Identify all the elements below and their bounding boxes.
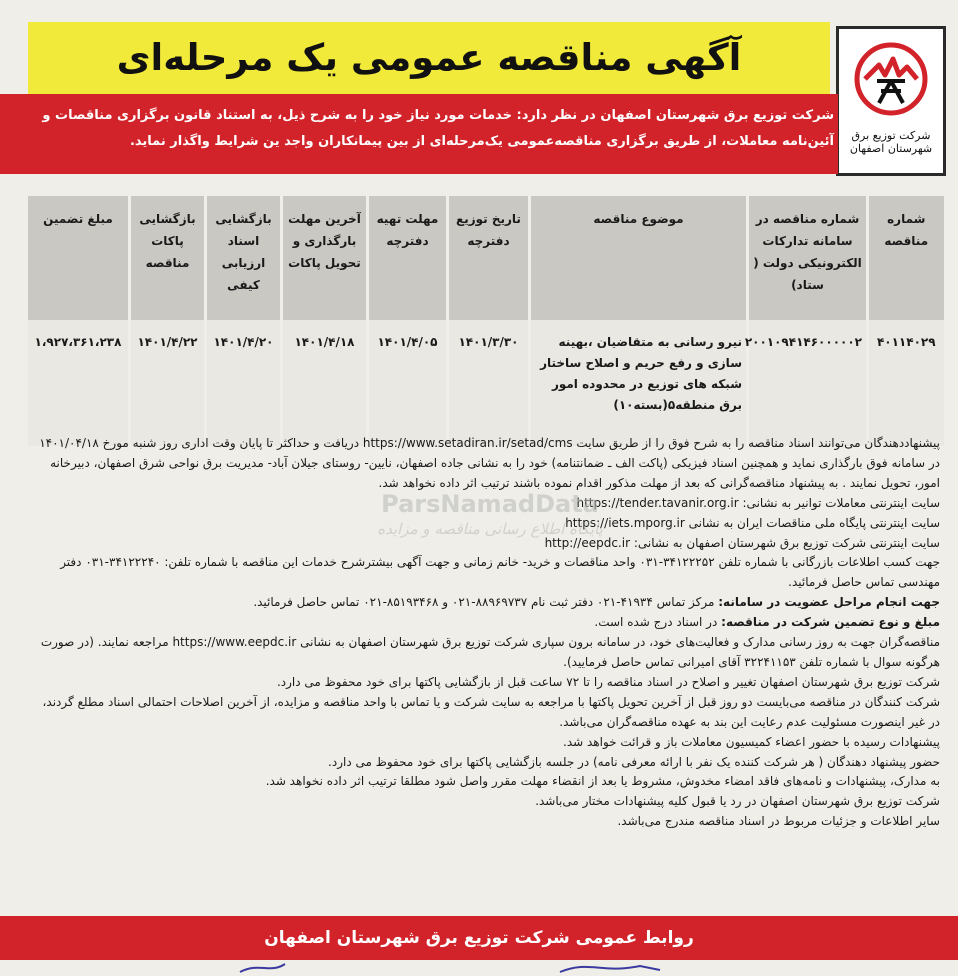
membership-label: جهت انجام مراحل عضویت در سامانه:	[718, 595, 940, 610]
page-title: آگهی مناقصه عمومی یک مرحله‌ای	[116, 36, 742, 79]
watermark-brand: ParsNamadData	[381, 490, 599, 518]
membership-text: مرکز تماس ۴۱۹۳۴-۰۲۱ دفتر ثبت نام ۸۸۹۶۹۷۳۷-۰۲۱ و ۸۵۱۹۳۴۶۸-۰۲۱ تماس حاصل فرمائید.	[253, 595, 715, 610]
table-row	[27, 320, 944, 446]
logo-line-2: شهرستان اصفهان	[849, 142, 933, 155]
body-paragraph: سایر اطلاعات و جزئیات مربوط در اسناد مناقصه مندرج می‌باشد.	[617, 814, 940, 829]
body-paragraph: شرکت توزیع برق شهرستان اصفهان در رد یا قبول کلیه پیشنهادات مختار می‌باشد.	[535, 794, 940, 809]
body-paragraph: حضور پیشنهاد دهندگان ( هر شرکت کننده یک نفر با ارائه معرفی نامه) در جلسه بازگشایی پاکتها برای خود محفوظ می دارد.	[328, 754, 940, 769]
logo-caption	[839, 129, 943, 155]
cell-setad-number: ۲۰۰۱۰۹۴۱۴۶۰۰۰۰۰۲	[748, 320, 868, 446]
body-paragraph: مناقصه‌گران جهت به روز رسانی مدارک و فعالیت‌های خود، در سامانه برون سپاری شرکت توزیع برق شهرستان اصفهان به نشانی https://www.eepdc.ir مراجعه نمایند. (در صورت هرگونه سوال با شماره تلفن ۳۲۲۴۱۱۵۳ آقای امیرانی تماس حاصل فرمایید).	[40, 635, 940, 669]
power-distribution-logo-icon	[851, 39, 931, 119]
company-logo	[836, 26, 946, 176]
cell-guarantee-amount: ۱،۹۲۷،۳۶۱،۲۳۸	[27, 320, 130, 446]
cell-subject: نیرو رسانی به متقاضیان ،بهینه سازی و رفع حریم و اصلاح ساختار شبکه های توزیع در محدوده امور برق منطقه۵(بسته۱۰)	[530, 320, 748, 446]
col-tender-number: شماره مناقصه	[868, 196, 944, 320]
cell-submission-deadline: ۱۴۰۱/۴/۱۸	[282, 320, 368, 446]
body-paragraph: به مدارک، پیشنهادات و نامه‌های فاقد امضاء مخدوش، مشروط یا بعد از انقضاء مهلت مقرر واصل شود مطلقا ترتیب اثر داده نخواهد شد.	[265, 774, 940, 789]
guarantee-text: در اسناد درج شده است.	[594, 615, 718, 630]
col-envelope-opening: بازگشایی پاکات مناقصه	[130, 196, 206, 320]
cell-tender-number: ۴۰۱۱۴۰۲۹	[868, 320, 944, 446]
watermark-line: پایگاه اطلاع رسانی مناقصه و مزایده	[377, 520, 603, 538]
body-paragraph: شرکت توزیع برق شهرستان اصفهان تغییر و اصلاح در اسناد مناقصه را تا ۷۲ ساعت قبل از بازگشایی پاکتها برای خود محفوظ می دارد.	[276, 674, 940, 689]
cell-preparation-deadline: ۱۴۰۱/۴/۰۵	[368, 320, 448, 446]
footer-band: روابط عمومی شرکت توزیع برق شهرستان اصفهان	[0, 916, 958, 960]
body-paragraph: پیشنهاددهندگان می‌توانند اسناد مناقصه را به شرح فوق را از طریق سایت https://www.setadiran.ir/setad/cms دریافت و حداکثر تا پایان وقت اداری روز شنبه مورخ ۱۴۰۱/۰۴/۱۸ در سامانه فوق بارگذاری نماید و همچنین اسناد فیزیکی (پاکت الف ـ ضمانتنامه) خود را به نشانی جاده اصفهان، نایین- روستای جیلان آباد- مدیریت برق نواحی شرق اصفهان، دبیرخانه امور، تحویل نمایند . به پیشنهاد مناقصه‌گرانی که بعد از مهلت مذکور اقدام نموده باشند ترتیب اثر داده نخواهد شد.	[39, 436, 940, 490]
eepdc-site-line: سایت اینترنتی شرکت توزیع برق شهرستان اصفهان به نشانی: http://eepdc.ir	[544, 535, 940, 550]
col-quality-opening: بازگشایی اسناد ارزیابی کیفی	[206, 196, 282, 320]
intro-text: شرکت توزیع برق شهرستان اصفهان در نظر دارد: خدمات مورد نیاز خود را به شرح ذیل، به استناد قانون برگزاری مناقصات و آئین‌نامه معاملات، از طریق برگزاری مناقصه‌عمومی یک‌مرحله‌ای از بین پیمانکاران واجد ین شرایط واگذار نماید.	[42, 108, 834, 149]
guarantee-line	[34, 613, 940, 633]
col-setad-number: شماره مناقصه در سامانه تدارکات الکترونیکی دولت ( ستاد)	[748, 196, 868, 320]
logo-line-1: شرکت توزیع برق	[851, 129, 931, 142]
col-distribution-date: تاریخ توزیع دفترچه	[448, 196, 530, 320]
contact-paragraph: جهت کسب اطلاعات بازرگانی با شماره تلفن ۳۴۱۲۲۲۵۲-۰۳۱ واحد مناقصات و خرید- خانم زمانی و جهت آگهی بیشترشرح خدمات این مناقصه با شماره تلفن: ۳۴۱۲۲۲۴۰-۰۳۱ دفتر مهندسی تماس حاصل فرمائید.	[60, 555, 940, 590]
tavanir-site-line: سایت اینترنتی معاملات توانیر به نشانی: https://tender.tavanir.org.ir	[576, 495, 940, 510]
notice-body	[34, 434, 940, 832]
body-paragraph: شرکت کنندگان در مناقصه می‌بایست دو روز قبل از آخرین تحویل پاکتها با مراجعه به سایت شرکت و یا تماس با واحد مناقصه و مزایده، از آخرین اصلاحات احتمالی اسناد مطلع گردند، در غیر اینصورت مسئولیت عدم رعایت این بند به عهده مناقصه‌گران می‌باشد.	[42, 694, 940, 729]
col-subject: موضوع مناقصه	[530, 196, 748, 320]
cell-quality-opening: ۱۴۰۱/۴/۲۰	[206, 320, 282, 446]
col-guarantee-amount: مبلغ تضمین	[27, 196, 130, 320]
membership-line	[34, 593, 940, 613]
handwriting-scribble	[0, 960, 958, 976]
guarantee-label: مبلغ و نوع تضمین شرکت در مناقصه:	[721, 615, 940, 630]
cell-envelope-opening: ۱۴۰۱/۴/۲۲	[130, 320, 206, 446]
cell-distribution-date: ۱۴۰۱/۳/۳۰	[448, 320, 530, 446]
table-header-row	[27, 196, 944, 320]
iets-site-line: سایت اینترنتی پایگاه ملی مناقصات ایران به نشانی https://iets.mporg.ir	[565, 515, 940, 530]
tender-table	[25, 196, 944, 446]
col-preparation-deadline: مهلت تهیه دفترچه	[368, 196, 448, 320]
body-paragraph: پیشنهادات رسیده با حضور اعضاء کمیسیون معاملات باز و قرائت خواهد شد.	[563, 734, 940, 749]
col-submission-deadline: آخرین مهلت بارگذاری و تحویل پاکات	[282, 196, 368, 320]
